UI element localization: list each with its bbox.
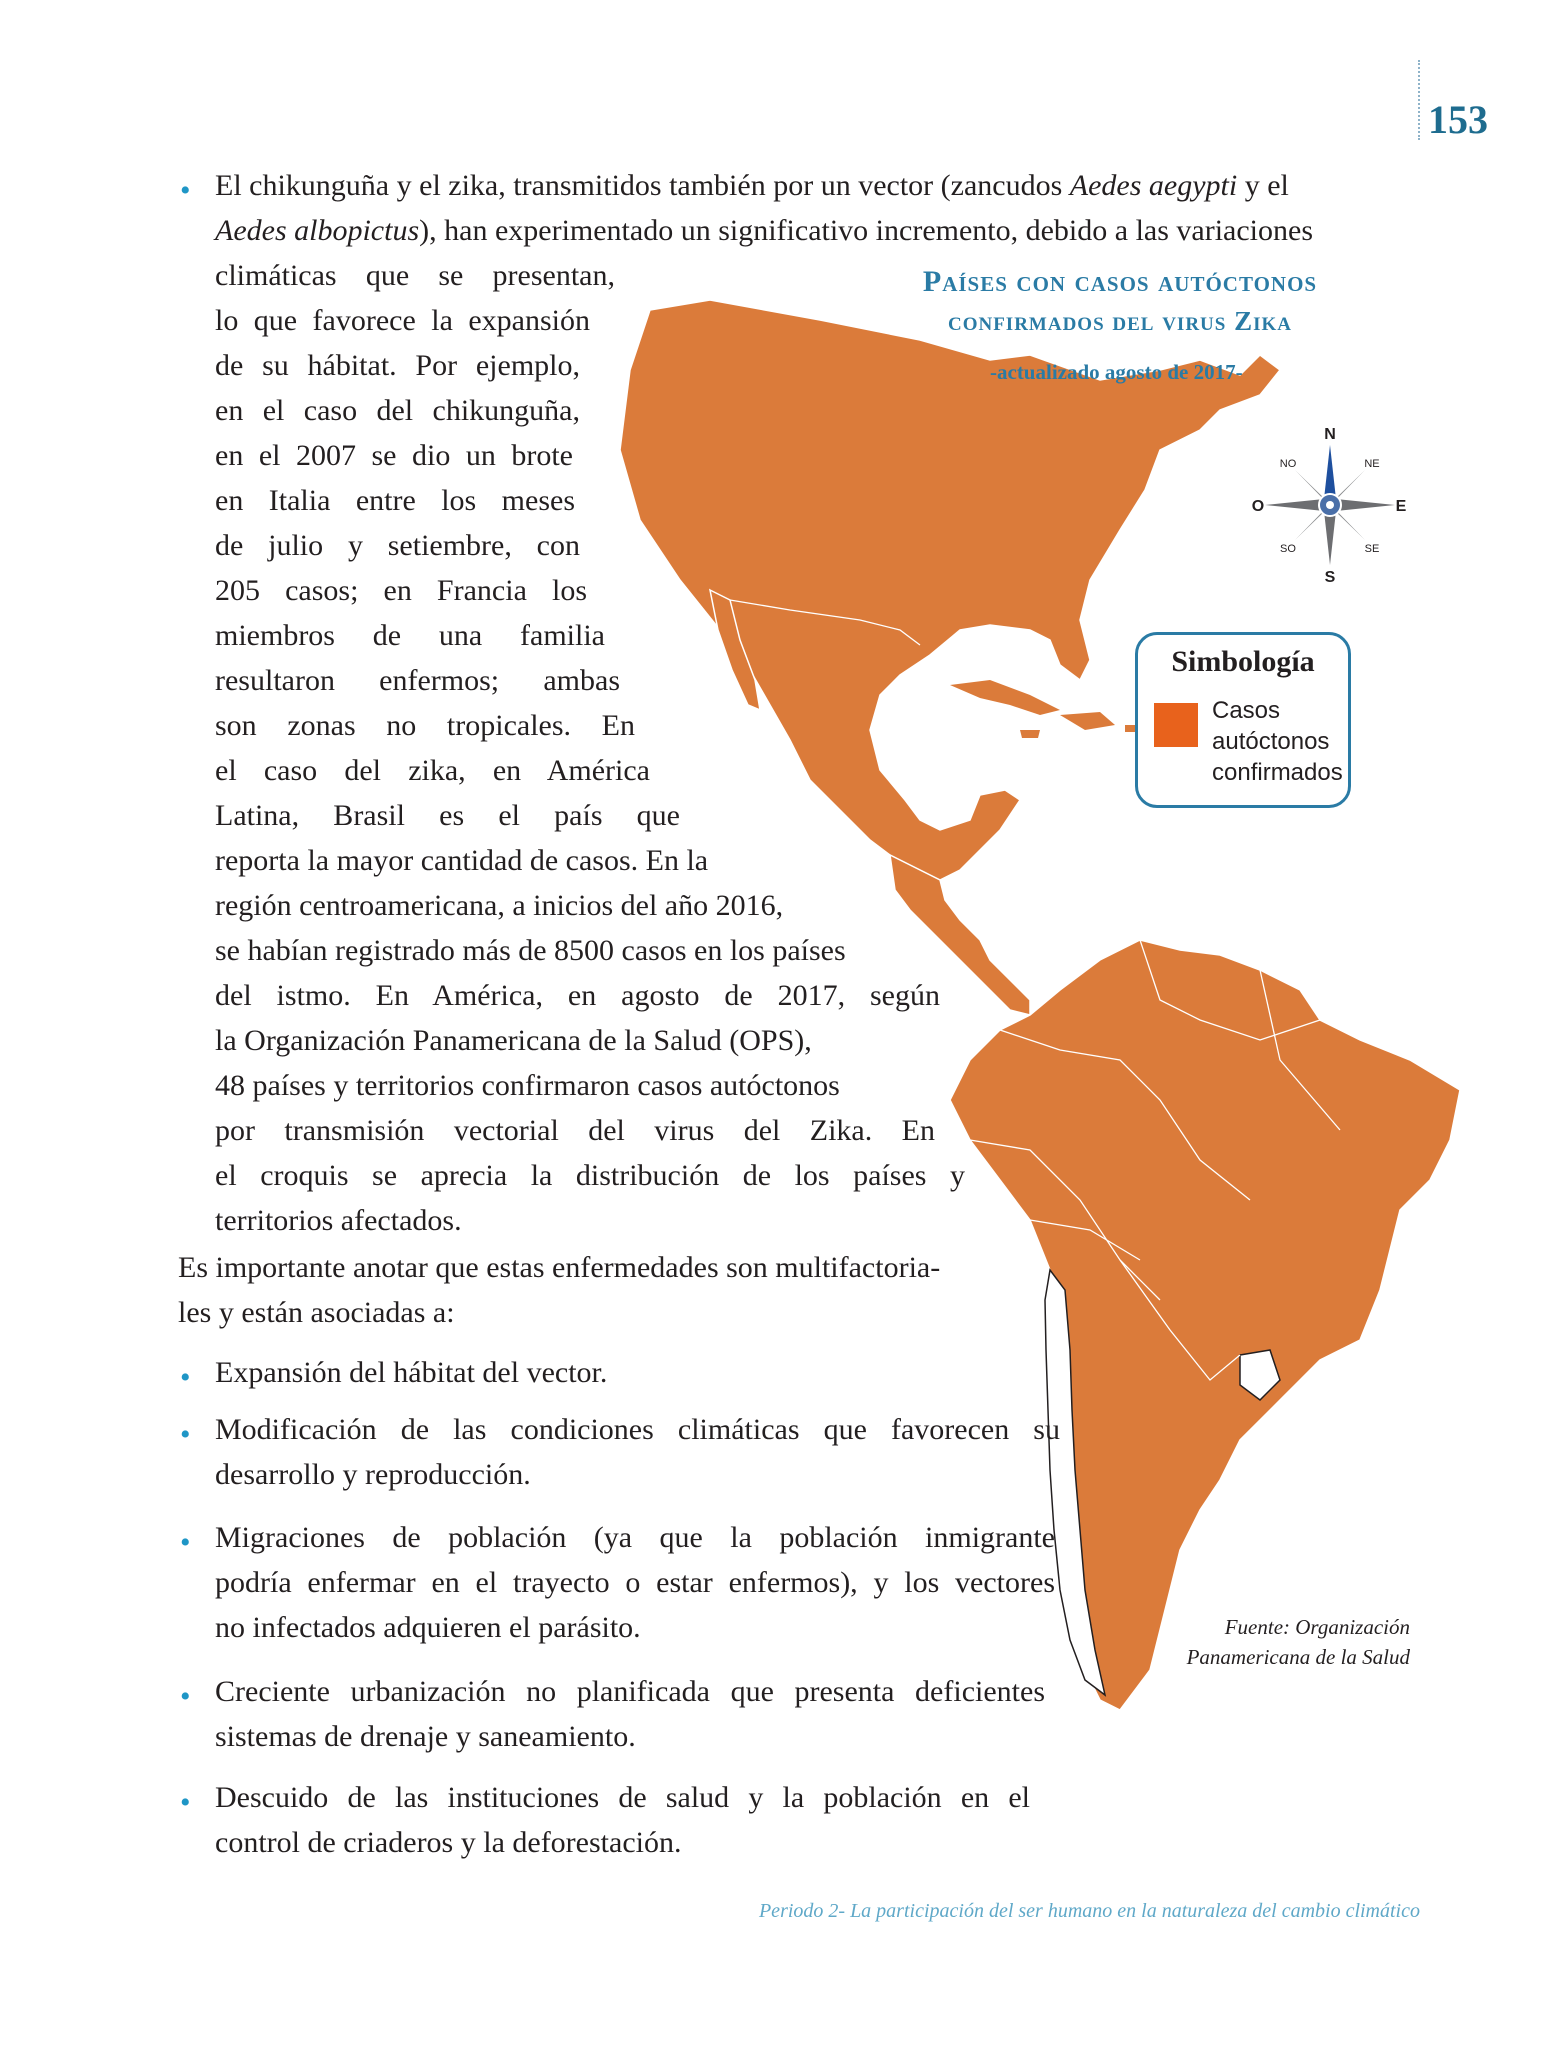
intro-line: el caso del zika, en América — [215, 754, 650, 787]
map-legend — [1135, 632, 1351, 808]
intro-line: del istmo. En América, en agosto de 2017, según — [215, 979, 940, 1012]
intro-line: por transmisión vectorial del virus del Zika. En — [215, 1114, 935, 1147]
intro-line: se habían registrado más de 8500 casos en los países — [215, 934, 846, 967]
intro-line: en el 2007 se dio un brote — [215, 439, 573, 472]
compass-o: O — [1251, 498, 1265, 515]
jamaica-shape — [1020, 730, 1040, 738]
legend-swatch — [1154, 703, 1198, 747]
intro-line: climáticas que se presentan, — [215, 259, 615, 292]
bullet-icon: • — [180, 1361, 191, 1394]
factor-1: Expansión del hábitat del vector. — [215, 1356, 608, 1389]
compass-e: E — [1395, 498, 1407, 515]
intro-line: miembros de una familia — [215, 619, 605, 652]
factor-2-line-2: desarrollo y reproducción. — [215, 1458, 531, 1491]
map-source — [1150, 1612, 1410, 1672]
map-title — [850, 262, 1390, 340]
bullet-icon: • — [180, 1680, 191, 1713]
intro-line: Latina, Brasil es el país que — [215, 799, 680, 832]
bullet-icon: • — [180, 1418, 191, 1451]
cuba-shape — [950, 680, 1060, 715]
factor-5-line-2: control de criaderos y la deforestación. — [215, 1826, 682, 1859]
intro-line: territorios afectados. — [215, 1204, 462, 1237]
compass-no: NO — [1279, 458, 1297, 470]
map-title-line-2: confirmados del virus Zika — [947, 306, 1292, 336]
compass-so: SO — [1280, 543, 1296, 555]
intro-line: lo que favorece la expansión — [215, 304, 590, 337]
map-title-line-1: Países con casos autóctonos — [922, 265, 1318, 298]
compass-s: S — [1324, 569, 1336, 586]
factor-4-line-1: Creciente urbanización no planificada que presenta deficientes — [215, 1675, 1045, 1708]
page-number: 153 — [1428, 97, 1488, 142]
intro-line-2: Aedes albopictus), han experimentado un significativo incremento, debido a las variaciones — [215, 214, 1314, 247]
legend-title: Simbología — [1171, 645, 1315, 678]
bullet-icon: • — [180, 1786, 191, 1819]
intro-line: 48 países y territorios confirmaron casos autóctonos — [215, 1069, 840, 1102]
intro-line-1: El chikunguña y el zika, transmitidos también por un vector (zancudos Aedes aegypti y el — [215, 169, 1289, 202]
map-subtitle: -actualizado agosto de 2017- — [990, 360, 1243, 384]
factor-2-line-1: Modificación de las condiciones climáticas que favorecen su — [215, 1413, 1060, 1446]
bullet-icon: • — [180, 1526, 191, 1559]
page-number-divider — [1418, 60, 1420, 140]
factor-4-line-2: sistemas de drenaje y saneamiento. — [215, 1720, 636, 1753]
factors-intro-line-1: Es importante anotar que estas enfermedades son multifactoria- — [178, 1251, 941, 1284]
bullet-icon: • — [180, 174, 191, 207]
intro-line: 205 casos; en Francia los — [215, 574, 587, 607]
intro-line: de julio y setiembre, con — [215, 529, 580, 562]
intro-line: región centroamericana, a inicios del año 2016, — [215, 889, 784, 922]
intro-line: resultaron enfermos; ambas — [215, 664, 620, 697]
legend-label: Casos autóctonos confirmados — [1212, 697, 1343, 786]
intro-line: de su hábitat. Por ejemplo, — [215, 349, 580, 382]
factor-3-line-3: no infectados adquieren el parásito. — [215, 1611, 641, 1644]
page-footer: Periodo 2- La participación del ser humano en la naturaleza del cambio climático — [758, 1900, 1420, 1922]
factor-5-line-1: Descuido de las instituciones de salud y la población en el — [215, 1781, 1030, 1814]
compass-ne: NE — [1364, 458, 1380, 470]
compass-se: SE — [1364, 543, 1380, 555]
factors-intro-line-2: les y están asociadas a: — [178, 1296, 455, 1329]
map-source-line-2: Panamericana de la Salud — [1186, 1645, 1410, 1669]
intro-line: la Organización Panamericana de la Salud (OPS), — [215, 1024, 812, 1057]
intro-line: reporta la mayor cantidad de casos. En la — [215, 844, 709, 877]
intro-line: son zonas no tropicales. En — [215, 709, 635, 742]
hispaniola-shape — [1060, 712, 1115, 730]
compass-n: N — [1324, 426, 1336, 443]
compass-rose-icon — [1251, 425, 1407, 586]
factor-3-line-1: Migraciones de población (ya que la población inmigrante — [215, 1521, 1055, 1554]
intro-line: en Italia entre los meses — [215, 484, 575, 517]
map-source-line-1: Fuente: Organización — [1224, 1615, 1410, 1639]
factor-3-line-2: podría enfermar en el trayecto o estar enfermos), y los vectores — [215, 1566, 1055, 1599]
intro-line: en el caso del chikunguña, — [215, 394, 580, 427]
intro-line: el croquis se aprecia la distribución de los países y — [215, 1159, 965, 1192]
